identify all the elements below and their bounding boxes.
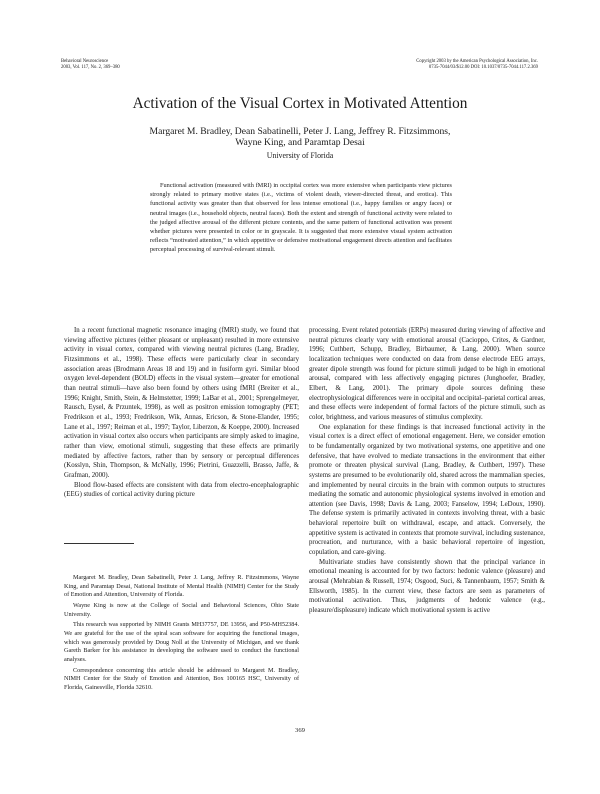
author-list xyxy=(100,126,500,149)
affiliation: University of Florida xyxy=(266,151,334,160)
abstract: Functional activation (measured with fMRI) in occipital cortex was more extensive when participants view pictures strongly related to primary motive states (i.e., victims of violent death, viewer-directed threat, and erotica). This functional activity was greater than that observed for less intense emotional (i.e., happy families or angry faces) or neutral images (i.e., household objects, neutral faces). Both the extent and strength of functional activity were related to the judged affective arousal of the different picture contents, and the same pattern of functional activation was present whether pictures were presented in color or in grayscale. It is suggested that more extensive visual system activation reflects “motivated attention,” in which appetitive or defensive motivational engagement directs attention and facilitates perceptual processing of survival-relevant stimuli. xyxy=(150,182,452,254)
body-paragraph: One explanation for these findings is that increased functional activity in the visual cortex is a direct effect of emotional engagement. Here, we consider emotion to be fundamentally organized by two motivational systems, one appetitive and one defensive, that have evolved to mediate transactions in the environment that either promote or threaten physical survival (Lang, Bradley, & Cuthbert, 1997). These systems are presumed to be evolutionarily old, shared across the mammalian species, and implemented by neural circuits in the brain with common outputs to structures mediating the somatic and autonomic physiological systems involved in emotion and attention (see Davis, 1998; Davis & Lang, 2003; Fanselow, 1994; LeDoux, 1990). The defense system is primarily activated in contexts involving threat, with a basic behavioral repertoire built on withdrawal, escape, and attack. Conversely, the appetitive system is activated in contexts that promote survival, including sustenance, procreation, and nurturance, with a basic behavioral repertoire of ingestion, copulation, and care-giving. xyxy=(309,423,545,557)
body-paragraph: In a recent functional magnetic resonance imaging (fMRI) study, we found that viewing affective pictures (either pleasant or unpleasant) resulted in more extensive activity in visual cortex, compared with viewing neutral pictures (Lang, Bradley, Fitzsimmons et al., 1998). These effects were particularly clear in secondary association areas (Brodmann Areas 18 and 19) and in fusiform gyri. Similar blood oxygen level-dependent (BOLD) effects in the visual system—greater for emotional than neutral stimuli—have also been found by others using fMRI (Breiter et al., 1996; Knight, Smith, Stein, & Helmstetter, 1999; LaBar et al., 2001; Sprengelmeyer, Rausch, Eysel, & Przuntek, 1998), as well as positron emission tomography (PET; Fredrikson et al., 1993; Fredrikson, Wik, Annas, Ericson, & Stone-Elander, 1995; Lane et al., 1997; Reiman et al., 1997; Taylor, Liberzon, & Koeppe, 2000). Increased activation in visual cortex also occurs when participants are simply asked to imagine, rather than view, emotional stimuli, suggesting that these effects are primarily mediated by affective factors, rather than by sensory or perceptual differences (Kosslyn, Shin, Thompson, & McNally, 1996; Pietrini, Guazzelli, Brasso, Jaffe, & Grafman, 2000). xyxy=(64,327,299,479)
journal-volume: 2003, Vol. 117, No. 2, 369–380 xyxy=(61,64,120,70)
doi-line: 0735-7044/03/$12.00 DOI: 10.1037/0735-7044.117.2.369 xyxy=(428,64,538,70)
author-note: Margaret M. Bradley, Dean Sabatinelli, Peter J. Lang, Jeffrey R. Fitzsimmons, Wayne King, and Paramtap Desai, National Institute of Mental Health (NIMH) Center for the Study of Emotion and Attention, University of Florida. xyxy=(64,574,299,599)
author-notes xyxy=(64,574,299,693)
body-paragraph: processing. Event related potentials (ERPs) measured during viewing of affective and neutral pictures clearly vary with emotional arousal (Cacioppo, Crites, & Gardner, 1996; Cuthbert, Schupp, Bradley, Birbaumer, & Lang, 2000). When source localization techniques were conducted on data from dense electrode EEG arrays, greater dipole strength was found for picture stimuli judged to be high in emotional arousal, compared with less affectively engaging pictures (Junghoefer, Bradley, Elbert, & Lang, 2001). The primary dipole sources defining these electrophysiological differences were in occipital and occipital–parietal cortical areas, and these effects were independent of formal factors of the picture stimuli, such as color, brightness, and various measures of stimulus complexity. xyxy=(309,327,545,421)
body-column-left xyxy=(64,326,299,500)
body-paragraph: Blood flow-based effects are consistent with data from electro-encephalographic (EEG) studies of cortical activity during picture xyxy=(64,481,299,499)
footnote-rule xyxy=(64,543,134,544)
body-column-right xyxy=(309,326,545,616)
article-title: Activation of the Visual Cortex in Motivated Attention xyxy=(132,95,468,112)
author-note: Correspondence concerning this article should be addressed to Margaret M. Bradley, NIMH Center for the Study of Emotion and Attention, Box 100165 HSC, University of Florida, Gainesville, Florida 32610. xyxy=(64,666,299,691)
page-number: 369 xyxy=(295,727,305,734)
author-note: This research was supported by NIMH Grants MH37757, DE 13956, and P50-MH52384. We are grateful for the use of the spiral scan software for acquiring the functional images, which was generously provided by Doug Noll at the University of Michigan, and we thank Gareth Barker for his assistance in developing the software used to conduct the functional analyses. xyxy=(64,621,299,663)
author-note: Wayne King is now at the College of Social and Behavioral Sciences, Ohio State University. xyxy=(64,601,299,618)
body-paragraph: Multivariate studies have consistently shown that the principal variance in emotional meaning is accounted for by two factors: hedonic valence (pleasure) and arousal (Mehrabian & Russell, 1974; Osgood, Suci, & Tannenbaum, 1957; Smith & Ellsworth, 1985). In the current view, these factors are seen as parameters of motivational activation. Thus, judgments of hedonic valence (e.g., pleasure/displeasure) indicate which motivational system is active xyxy=(309,558,545,615)
author-line-2: Wayne King, and Paramtap Desai xyxy=(235,137,365,149)
running-header-left xyxy=(61,59,120,70)
author-line-1: Margaret M. Bradley, Dean Sabatinelli, Peter J. Lang, Jeffrey R. Fitzsimmons, xyxy=(149,126,451,137)
journal-name: Behavioral Neuroscience xyxy=(61,59,109,64)
running-header-right xyxy=(416,59,538,70)
copyright-line: Copyright 2003 by the American Psychological Association, Inc. xyxy=(416,59,538,64)
